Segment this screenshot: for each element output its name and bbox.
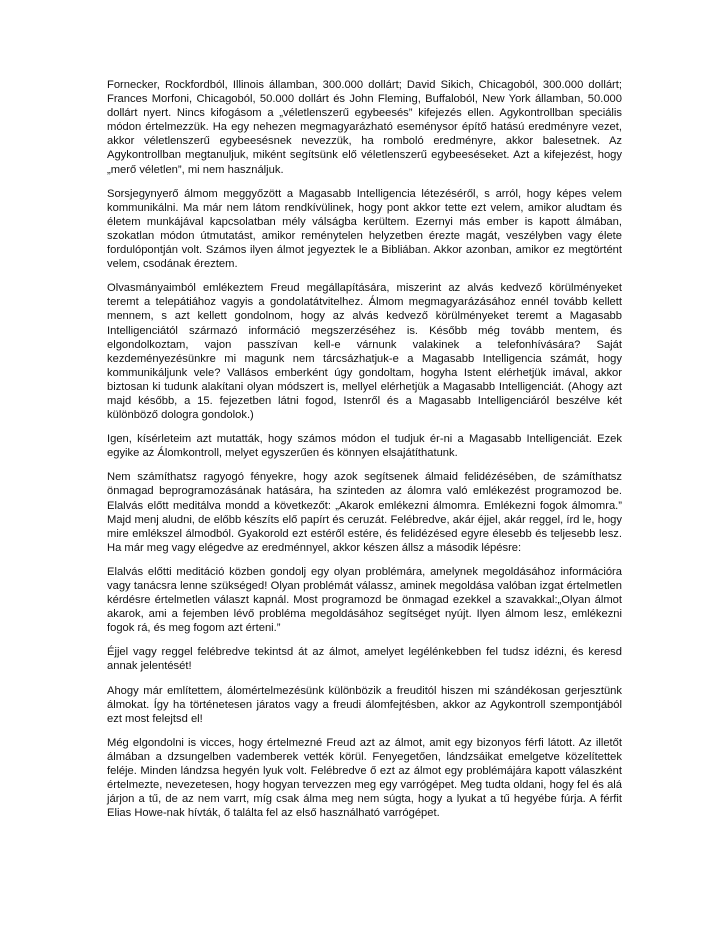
- document-page: [107, 78, 622, 830]
- paragraph-7: Éjjel vagy reggel felébredve tekintsd át az álmot, amelyet legélénkebben fel tudsz idézni, és keresd annak jelentését!: [107, 646, 622, 673]
- paragraph-6: Elalvás előtti meditáció közben gondolj egy olyan problémára, amelynek megoldásához információra vagy tanácsra lenne szükséged! Olyan problémát válassz, aminek megoldása valóban izgat értelmetlen kérdésre értelmetlen választ kapnál. Most programozd be önmagad ezekkel a szavakkal:„Olyan álmot akarok, ami a fejemben lévő probléma megoldásához segítséget nyújt. Ilyen álmom lesz, emlékezni fogok rá, és meg fogom azt érteni.”: [107, 565, 622, 635]
- paragraph-5: Nem számíthatsz ragyogó fényekre, hogy azok segítsenek álmaid felidézésében, de számíthatsz önmagad beprogramozásának hatására, ha szinteden az álomra való emlékezést programozod be. Elalvás előtt meditálva mondd a következőt: „Akarok emlékezni álmomra. Emlékezni fogok álmomra.” Majd menj aludni, de előbb készíts elő papírt és ceruzát. Felébredve, akár éjjel, akár reggel, írd le, hogy mire emlékszel álmodból. Gyakorold ezt estéről estére, és felidézésed egyre élesebb és teljesebb lesz. Ha már meg vagy elégedve az eredménnyel, akkor készen állsz a második lépésre:: [107, 471, 622, 554]
- paragraph-3: Olvasmányaimból emlékeztem Freud megállapítására, miszerint az alvás kedvező körülményeket teremt a telepátiához vagyis a gondolatátvitelhez. Álmom megmagyarázásához ennél tovább kellett mennem, s azt kellett gondolnom, hogy az alvás kedvező körülményeket teremt a Magasabb Intelligenciától származó információ megszerzéséhez is. Később még tovább mentem, és elgondolkoztam, vajon passzívan kell-e várnunk valakinek a telefonhívására? Saját kezdeményezésünkre mi magunk nem tárcsázhatjuk-e a Magasabb Intelligencia számát, hogy kommunikáljunk vele? Vallásos emberként úgy gondoltam, hogyha Istent elérhetjük imával, akkor biztosan ki tudunk alakítani olyan módszert is, mellyel elérhetjük a Magasabb Intelligenciát. (Ahogy azt majd később, a 15. fejezetben látni fogod, Istenről és a Magasabb Intelligenciáról beszélve két különböző dologra gondolok.): [107, 282, 622, 422]
- paragraph-8: Ahogy már említettem, álomértelmezésünk különbözik a freuditól hiszen mi szándékosan gerjesztünk álmokat. Így ha történetesen járatos vagy a freudi álomfejtésben, akkor az Agykontroll szempontjából ezt most felejtsd el!: [107, 684, 622, 725]
- paragraph-1: Fornecker, Rockfordból, Illinois államban, 300.000 dollárt; David Sikich, Chicagoból, 300.000 dollárt; Frances Morfoni, Chicagoból, 50.000 dollárt és John Fleming, Buffaloból, New York államban, 50.000 dollárt nyert. Nincs kifogásom a „véletlenszerű egybeesés” kifejezés ellen. Agykontrollban speciális módon értelmezzük. Ha egy nehezen megmagyarázható eseménysor építő hatású eredményre vezet, akkor véletlenszerű egybeesésnek nevezzük, ha romboló eredményre, akkor balesetnek. Az Agykontrollban megtanuljuk, miként segítsünk elő véletlenszerű egybeeséseket. Azt a kifejezést, hogy „merő véletlen”, mi nem használjuk.: [107, 79, 622, 176]
- paragraph-4: Igen, kísérleteim azt mutatták, hogy számos módon el tudjuk ér-ni a Magasabb Intelligenciát. Ezek egyike az Álomkontroll, melyet egyszerűen és könnyen elsajátíthatunk.: [107, 433, 622, 460]
- paragraph-9: Még elgondolni is vicces, hogy értelmezné Freud azt az álmot, amit egy bizonyos férfi látott. Az illetőt álmában a dzsungelben vademberek vették körül. Fenyegetően, lándzsáikat emelgetve közelítettek feléje. Minden lándzsa hegyén lyuk volt. Felébredve ő ezt az álmot egy problémájára kapott válaszként értelmezte, nevezetesen, hogy hogyan tervezzen meg egy varrógépet. Meg tudta oldani, hogy fel és alá járjon a tű, de az nem varrt, míg csak álma meg nem súgta, hogy a lyukat a tű hegyébe fúrja. A férfit Elias Howe-nak hívták, ő találta fel az első használható varrógépet.: [107, 736, 622, 820]
- paragraph-2: Sorsjegynyerő álmom meggyőzött a Magasabb Intelligencia létezéséről, s arról, hogy képes velem kommunikálni. Ma már nem látom rendkívülinek, hogy pont akkor tette ezt velem, amikor aludtam és életem munkájával kapcsolatban mély válságba kerültem. Ezernyi más ember is kapott álmában, szokatlan módon útmutatást, amikor reménytelen helyzetben érezte magát, veszélyben vagy élete fordulópontján volt. Számos ilyen álmot jegyeztek le a Bibliában. Akkor azonban, amikor ez megtörtént velem, csodának éreztem.: [107, 187, 622, 271]
